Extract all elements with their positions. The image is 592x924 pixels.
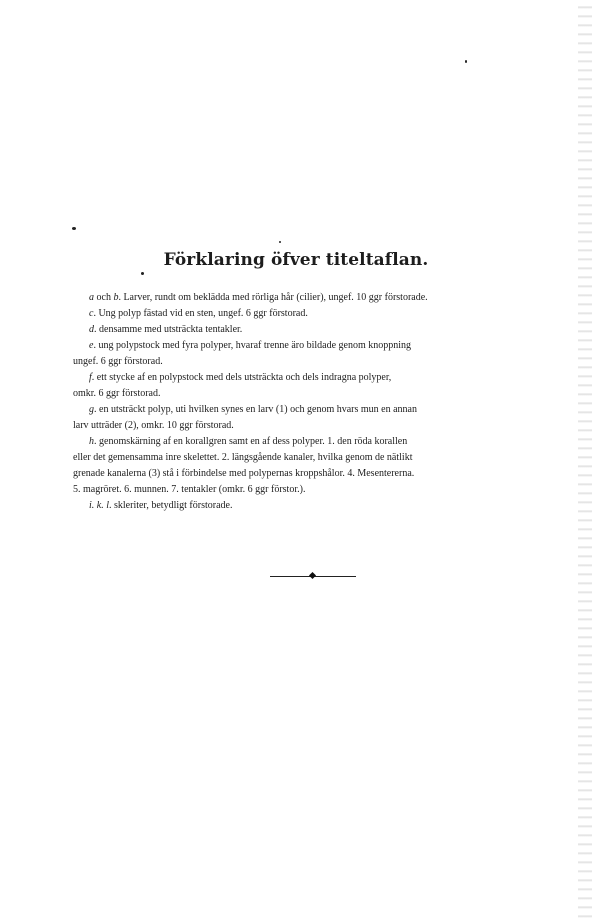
explanation-list	[73, 290, 547, 514]
entry-text: . Ung polyp fästad vid en sten, ungef. 6 ggr förstorad.	[93, 308, 308, 319]
entry-key: f	[89, 372, 92, 383]
entry-key: d	[89, 324, 94, 335]
divider-diamond-icon	[309, 572, 316, 579]
entry-text: . genomskärning af en korallgren samt en af dess polyper. 1. den röda korallen	[94, 436, 408, 447]
entry-continuation: grenade kanalerna (3) stå i förbindelse med polypernas kroppshålor. 4. Mesentererna.	[73, 468, 415, 479]
scan-speck	[465, 60, 467, 63]
entry-continuation: eller det gemensamma inre skelettet. 2. längsgående kanaler, hvilka genom de nätlikt	[73, 452, 413, 463]
entry-text: . en utsträckt polyp, uti hvilken synes en larv (1) och genom hvars mun en annan	[94, 404, 417, 415]
entry-key: g	[89, 404, 94, 415]
entry-key: i. k. l	[89, 500, 109, 511]
entry-e	[89, 338, 547, 354]
entry-c	[89, 306, 547, 322]
entry-key: a	[89, 292, 94, 303]
scan-speck	[279, 241, 281, 243]
entry-f	[89, 370, 547, 386]
entry-text: . densamme med utsträckta tentakler.	[94, 324, 243, 335]
entry-ikl	[89, 498, 547, 514]
entry-text: . ung polypstock med fyra polyper, hvaraf trenne äro bildade genom knoppning	[93, 340, 412, 351]
entry-text: . Larver, rundt om beklädda med rörliga hår (cilier), ungef. 10 ggr förstorade.	[118, 292, 428, 303]
scan-speck	[72, 227, 76, 230]
entry-continuation: 5. magröret. 6. munnen. 7. tentakler (omkr. 6 ggr förstor.).	[73, 484, 306, 495]
entry-key: h	[89, 436, 94, 447]
page-title: Förklaring öfver titeltaflan.	[163, 250, 429, 270]
entry-d	[89, 322, 547, 338]
entry-connector: och	[94, 292, 114, 303]
entry-text: . skleriter, betydligt förstorade.	[109, 500, 233, 511]
entry-key: c	[89, 308, 94, 319]
entry-text: . ett stycke af en polypstock med dels utsträckta och dels indragna polyper,	[91, 372, 392, 383]
entry-continuation: omkr. 6 ggr förstorad.	[73, 388, 161, 399]
entry-h	[89, 434, 547, 450]
entry-g	[89, 402, 547, 418]
entry-key: e	[89, 340, 94, 351]
scan-speck	[141, 272, 144, 275]
scan-edge	[578, 0, 592, 924]
entry-ab	[89, 290, 547, 306]
entry-key: b	[113, 292, 119, 303]
entry-continuation: ungef. 6 ggr förstorad.	[73, 356, 163, 367]
entry-continuation: larv utträder (2), omkr. 10 ggr förstorad.	[73, 420, 234, 431]
